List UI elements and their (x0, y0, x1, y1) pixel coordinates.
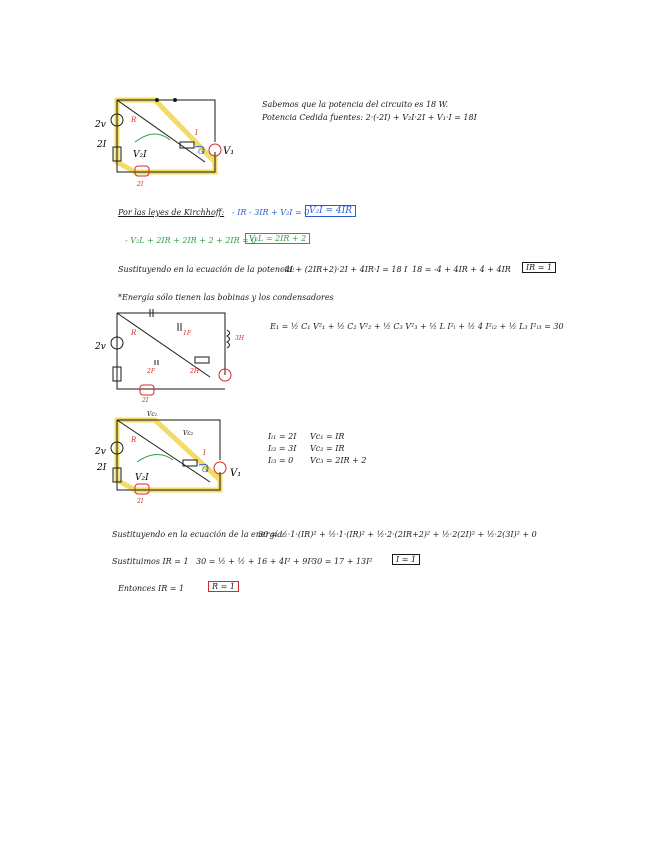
circuit1-label-v1: V₁ (223, 146, 235, 157)
circuit1-label-i: I (195, 129, 198, 137)
circuit3-label-2v: 2v (95, 447, 106, 457)
circuit2-label-r: R (131, 329, 137, 337)
circuit3-label-vc1: Vc₁ (147, 411, 158, 418)
energy-sub-eq: 30 = ½·1·(IR)² + ½·1·(IR)² + ½·2·(2IR+2)² + ½·2(2I)² + ½·2(3I)² + 0 (258, 530, 537, 539)
circuit2-label-2i: 2I (142, 397, 149, 404)
ir-sub-eq: 30 = ½ + ½ + 16 + 4I² + 9I² (196, 557, 314, 566)
circuit3-label-v2i: V₂I (135, 473, 149, 483)
substitution-arrow-eq: 18 = -4 + 4IR + 4 + 4IR (412, 265, 511, 274)
relation-vc2: Vc₂ = IR (310, 444, 345, 453)
circuit1-label-2v: 2v (95, 120, 106, 130)
intro-line-2: Potencia Cedida fuentes: 2·(-2I) + V₂I·2I + V₁·I = 18I (262, 113, 477, 122)
circuit2-label-2v: 2v (95, 342, 106, 352)
energy-note: *Energía sólo tienen las bobinas y los condensadores (118, 293, 334, 302)
circuit-diagram-2 (95, 305, 255, 405)
relation-vc3: Vc₃ = 2IR + 2 (310, 456, 367, 465)
substitution-text: Sustituyendo en la ecuación de la potencia: (118, 265, 295, 274)
circuit-diagram-1 (95, 92, 245, 192)
circuit3-label-2i: 2I (97, 463, 107, 473)
ir-sub-text: Sustituimos IR = 1 (112, 557, 189, 566)
energy-sub-text: Sustituyendo en la ecuación de la energía: (112, 530, 285, 539)
kirchhoff-eq2: - V₂L + 2IR + 2IR + 2 + 2IR = 0 (125, 236, 257, 245)
substitution-result: IR = 1 (522, 262, 556, 273)
circuit3-label-g: G (202, 466, 208, 474)
circuit1-label-2i-bottom: 2I (137, 181, 144, 188)
circuit3-label-2i-bottom: 2I (137, 498, 144, 505)
circuit3-label-i: I (203, 449, 206, 457)
conclusion-result: R = 1 (208, 581, 239, 592)
circuit2-label-l1: 3H (235, 335, 245, 342)
conclusion-text: Entonces IR = 1 (118, 584, 185, 593)
circuit2-label-l2: 2H (190, 368, 200, 375)
relation-il2: Iₗ₂ = 3I (268, 444, 297, 453)
circuit3-label-r: R (131, 436, 137, 444)
circuit3-label-v1: V₁ (230, 468, 242, 479)
kirchhoff-label: Por las leyes de Kirchhoff: (118, 208, 225, 217)
kirchhoff-eq1: - IR - 3IR + V₂I = 0 (232, 208, 310, 217)
circuit1-label-2i: 2I (97, 140, 107, 150)
ir-sub-result: I = 1 (392, 554, 420, 565)
energy-equation: E₁ = ½ C₁ V²₁ + ½ C₂ V²₂ + ½ C₃ V²₃ + ½ L I²ₗ + ½ 4 I²ₗ₂ + ½ L₃ I²ₗ₃ = 30 (270, 322, 564, 331)
relation-il3: Iₗ₃ = 0 (268, 456, 294, 465)
circuit1-label-v2i: V₂I (133, 150, 147, 160)
circuit2-label-c1: 1F (183, 330, 191, 337)
substitution-eq: -4I + (2IR+2)·2I + 4IR·I = 18 I (282, 265, 408, 274)
circuit2-label-c2: 2F (147, 368, 155, 375)
circuit-diagram-3 (95, 410, 255, 505)
relation-vc1: Vc₁ = IR (310, 432, 345, 441)
ir-sub-eq2: 30 = 17 + 13I² (312, 557, 373, 566)
intro-line-1: Sabemos que la potencia del circuito es 18 W. (262, 100, 449, 109)
kirchhoff-eq2-result: V₂L = 2IR + 2 (245, 233, 310, 244)
circuit1-label-g: G (198, 148, 204, 156)
circuit1-label-r: R (131, 116, 137, 124)
relation-il1: Iₗ₁ = 2I (268, 432, 297, 441)
kirchhoff-eq1-result: V₂I = 4IR (305, 205, 356, 217)
circuit3-label-vc2: Vc₂ (183, 430, 194, 437)
